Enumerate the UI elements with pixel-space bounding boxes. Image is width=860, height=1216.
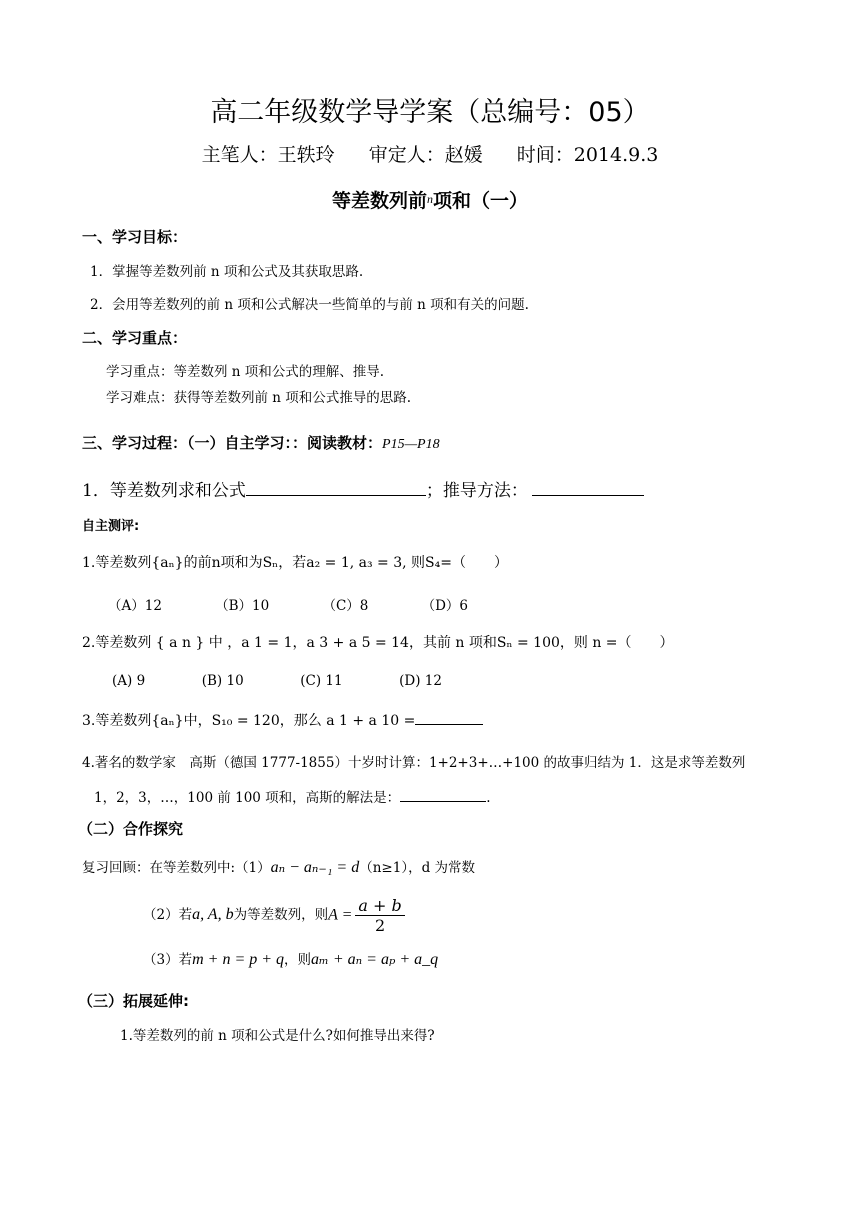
author: 主笔人：王轶玲	[201, 144, 335, 166]
problem-3-text: 3.等差数列{aₙ}中，S₁₀ = 120，那么 a 1 + a 10 =	[82, 713, 416, 729]
goal-item-2: 2．会用等差数列的前 n 项和公式解决一些简单的与前 n 项和有关的问题.	[90, 297, 529, 313]
r3-condition: m + n = p + q	[192, 951, 285, 968]
problem-3	[82, 710, 483, 730]
problem-3-blank[interactable]	[415, 710, 483, 725]
option[interactable]: (C) 11	[300, 673, 343, 689]
r3-pre: （3）若	[143, 952, 193, 968]
option[interactable]: (D) 12	[399, 673, 442, 689]
coop-heading: （二）合作探究	[78, 820, 184, 838]
r2-vars: a, A, b	[192, 906, 234, 923]
difficulty-point: 学习难点：获得等差数列前 n 项和公式推导的思路.	[106, 390, 412, 406]
review-line-3	[143, 948, 438, 969]
lesson-title-pre: 等差数列前	[331, 190, 427, 212]
r2-mid: 为等差数列，则	[233, 907, 329, 923]
option[interactable]: （C）8	[322, 598, 369, 614]
problem-4-text: 1，2，3，…，100 前 100 项和，高斯的解法是：	[94, 790, 401, 806]
goal-item-1: 1．掌握等差数列前 n 项和公式及其获取思路.	[90, 264, 364, 280]
section1-heading: 一、学习目标：	[82, 228, 188, 246]
section3-heading-text: 三、学习过程：（一）自主学习：：阅读教材：	[82, 434, 383, 452]
extension-question-1: 1.等差数列的前 n 项和公式是什么?如何推导出来得?	[120, 1028, 435, 1044]
problem-1-options	[108, 594, 468, 614]
fraction	[355, 896, 404, 935]
page-title: 高二年级数学导学案（总编号：05）	[210, 97, 650, 128]
derivation-blank[interactable]	[532, 481, 644, 496]
option[interactable]: (B) 10	[201, 673, 244, 689]
author-line	[0, 140, 860, 167]
fraction-denominator: 2	[374, 916, 386, 935]
problem-2-options	[112, 673, 442, 689]
extension-heading: （三）拓展延伸:	[78, 992, 189, 1010]
option[interactable]: （B）10	[215, 598, 270, 614]
review-line-2	[143, 896, 408, 935]
lesson-title	[0, 186, 860, 213]
problem-2: 2.等差数列 { a n } 中 ，a 1 = 1，a 3 + a 5 = 14，其前 n 项和Sₙ = 100，则 n =（ ）	[82, 635, 674, 651]
self-test-heading: 自主测评:	[82, 519, 140, 534]
section3-heading	[82, 432, 440, 453]
lesson-title-var: n	[427, 192, 433, 206]
textbook-pages: P15—P18	[382, 437, 440, 452]
option[interactable]: （D）6	[421, 598, 468, 614]
question-sum-formula	[82, 476, 644, 501]
formula-difference: aₙ − aₙ₋₁ = d	[270, 859, 360, 876]
problem-4-line2: 1，2，3，…，100 前 100 项和，高斯的解法是： .	[94, 786, 490, 806]
r3-result: aₘ + aₙ = aₚ + a_q	[311, 951, 439, 968]
problem-4-line1: 4.著名的数学家 高斯（德国 1777-1855）十岁时计算：1+2+3+…+100 的故事归结为 1．这是求等差数列	[82, 755, 746, 771]
reviewer: 审定人：赵媛	[368, 144, 483, 166]
problem-4-blank[interactable]	[400, 787, 486, 802]
lesson-title-post: 项和（一）	[433, 190, 529, 212]
option[interactable]: (A) 9	[112, 673, 146, 689]
review-intro: 复习回顾：在等差数列中:（1）	[82, 860, 271, 876]
section2-heading: 二、学习重点：	[82, 329, 188, 347]
key-point: 学习重点：等差数列 n 项和公式的理解、推导.	[106, 364, 385, 380]
problem-1: 1.等差数列{aₙ}的前n项和为Sₙ，若a₂ = 1, a₃ = 3, 则S₄=（ ）	[82, 555, 508, 571]
derivation-label: ；推导方法：	[425, 481, 528, 501]
fraction-numerator: a + b	[355, 896, 404, 916]
constant-note: d 为常数	[421, 860, 476, 876]
r3-mid: ，则	[284, 952, 312, 968]
sum-formula-label: 1．等差数列求和公式	[82, 481, 246, 501]
sum-formula-blank[interactable]	[246, 481, 426, 496]
r2-lhs: A =	[328, 906, 353, 924]
review-line-1	[82, 856, 475, 877]
date: 时间：2014.9.3	[516, 144, 659, 166]
r2-pre: （2）若	[143, 907, 193, 923]
option[interactable]: （A）12	[108, 598, 162, 614]
formula-condition: （n≥1），	[359, 860, 422, 876]
